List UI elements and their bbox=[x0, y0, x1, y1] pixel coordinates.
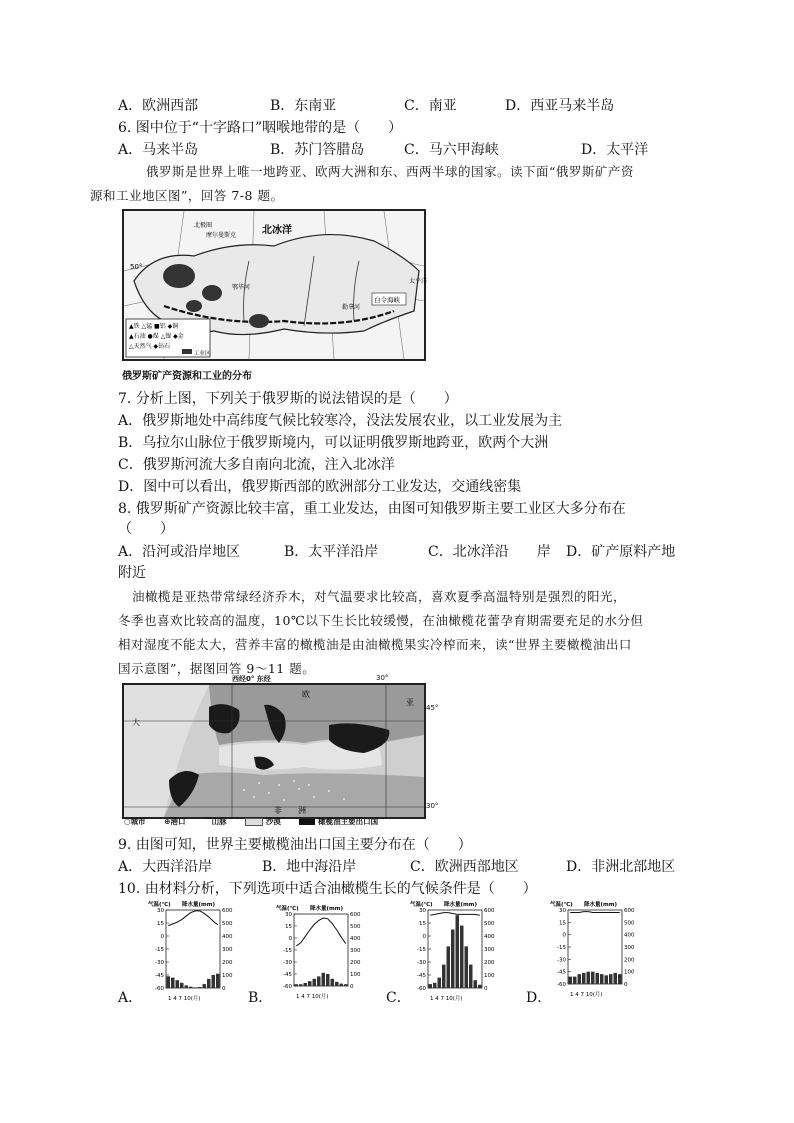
precip-axis-title: 降水量(mm) bbox=[182, 902, 215, 908]
olive-intro-line3: 相对湿度不能太大，营养丰富的橄榄油是由油橄榄果实冷榨而来，读“世界主要橄榄油出口 bbox=[118, 637, 632, 652]
precip-axis-title: 降水量(mm) bbox=[310, 906, 343, 912]
olive-lat45-label: 45° bbox=[426, 704, 439, 712]
q5-option-a: A．欧洲西部 bbox=[118, 98, 199, 114]
precip-tick-label: 600 bbox=[624, 908, 635, 914]
precip-bar bbox=[185, 985, 189, 988]
russia-legend-row1: ▲铁 △锰 ■铝 ◆铜 bbox=[129, 323, 179, 330]
q8-stem-bracket: （ ） bbox=[118, 521, 174, 537]
temp-tick-label: -45 bbox=[155, 973, 164, 979]
month-tick-label: 1 4 7 10(月) bbox=[570, 992, 603, 998]
q10-option-a: A． bbox=[118, 990, 143, 1006]
olive-intro-line4: 国示意图”，据图回答 9～11 题。 bbox=[118, 661, 316, 676]
precip-bar bbox=[216, 974, 220, 988]
precip-tick-label: 300 bbox=[222, 947, 233, 953]
temp-tick-label: -60 bbox=[283, 984, 292, 990]
legend-mountain: ⌒山脉 bbox=[204, 817, 227, 826]
precip-tick-label: 200 bbox=[484, 960, 495, 966]
temp-tick-label: 0 bbox=[562, 932, 566, 939]
olive-map-wrapper bbox=[122, 674, 442, 824]
chart-frame bbox=[294, 914, 348, 986]
precip-bar bbox=[433, 983, 437, 988]
precip-tick-label: 0 bbox=[484, 986, 488, 992]
legend-desert: 沙漠 bbox=[265, 817, 281, 826]
olive-lon30-label: 30° bbox=[376, 674, 389, 682]
precip-bar bbox=[322, 973, 326, 986]
precip-bar bbox=[478, 985, 482, 988]
precip-bar bbox=[456, 915, 460, 988]
precip-bar bbox=[451, 930, 455, 989]
precip-bar bbox=[587, 972, 591, 984]
precip-bar bbox=[614, 973, 618, 984]
precip-bar bbox=[308, 981, 312, 986]
temp-axis-title: 气温(℃) bbox=[276, 906, 299, 912]
precip-bar bbox=[600, 974, 604, 984]
q5-option-c: C．南亚 bbox=[404, 98, 457, 114]
olive-intro bbox=[118, 585, 688, 681]
precip-bar bbox=[582, 973, 586, 984]
q7-option-d: D．图中可以看出，俄罗斯西部的欧洲部分工业发达，交通线密集 bbox=[118, 479, 522, 495]
olive-top-label: 西经0° 东经 bbox=[232, 675, 271, 683]
q10-option-d: D． bbox=[526, 990, 552, 1006]
climate-chart-d bbox=[548, 898, 644, 998]
temp-tick-label: 30 bbox=[559, 908, 566, 914]
q9-stem: 9. 由图可知，世界主要橄榄油出口国主要分布在（ ） bbox=[118, 837, 472, 853]
precip-tick-label: 400 bbox=[624, 932, 635, 939]
precip-tick-label: 500 bbox=[222, 921, 233, 927]
temp-tick-label: -30 bbox=[557, 957, 566, 964]
olive-atlantic-label: 大 bbox=[132, 718, 140, 727]
temp-tick-label: -15 bbox=[417, 947, 426, 953]
precip-bar bbox=[189, 987, 193, 988]
q9-option-a: A．大西洋沿岸 bbox=[118, 859, 213, 875]
climate-chart-b bbox=[274, 902, 370, 1000]
q9-option-c: C．欧洲西部地区 bbox=[410, 859, 519, 875]
precip-tick-label: 500 bbox=[350, 924, 361, 930]
q10-stem: 10. 由材料分析，下列选项中适合油橄榄生长的气候条件是（ ） bbox=[118, 881, 537, 897]
climate-chart-c bbox=[408, 898, 504, 1002]
olive-map bbox=[122, 683, 426, 819]
temp-line bbox=[168, 911, 218, 926]
temp-tick-label: -30 bbox=[417, 960, 426, 966]
q8-option-a: A．沿河或沿岸地区 bbox=[118, 544, 241, 560]
precip-bar bbox=[203, 984, 207, 988]
temp-tick-label: -60 bbox=[417, 986, 426, 992]
temp-axis-title: 气温(℃) bbox=[410, 902, 433, 908]
precip-tick-label: 300 bbox=[624, 945, 635, 951]
lena-label: 勒拿河 bbox=[342, 304, 361, 311]
precip-bar bbox=[578, 974, 582, 984]
temp-line bbox=[430, 913, 480, 916]
precip-bar bbox=[609, 974, 613, 984]
q10-option-c: C． bbox=[386, 990, 411, 1006]
precip-bar bbox=[460, 926, 464, 988]
murmansk-label: 摩尔曼斯克 bbox=[206, 232, 237, 239]
temp-line bbox=[570, 912, 620, 913]
temp-tick-label: 15 bbox=[157, 921, 164, 927]
q5-option-b: B．东南亚 bbox=[270, 98, 337, 114]
temp-tick-label: -60 bbox=[557, 982, 566, 988]
precip-tick-label: 200 bbox=[222, 960, 233, 966]
precip-bar bbox=[573, 977, 577, 984]
precip-bar bbox=[447, 946, 451, 988]
lat-50-label: 50° bbox=[130, 263, 143, 271]
olive-legend bbox=[124, 816, 378, 827]
precip-bar bbox=[474, 980, 478, 988]
temp-tick-label: 30 bbox=[157, 908, 164, 914]
precip-tick-label: 300 bbox=[484, 947, 495, 953]
olive-map-graphic bbox=[124, 685, 424, 817]
legend-city: ○城市 bbox=[124, 817, 146, 826]
olive-lat30-label: 30° bbox=[426, 802, 439, 810]
olive-intro-line2: 冬季也喜欢比较高的温度，10℃以下生长比较缓慢，在油橄榄花蕾孕育期需要充足的水分但 bbox=[118, 613, 644, 628]
russia-legend-row2: ▲石油 ●煤 △镍 ◆金 bbox=[129, 333, 184, 340]
legend-desert-swatch bbox=[245, 818, 263, 826]
precip-bar bbox=[295, 984, 299, 986]
precip-bar bbox=[176, 980, 180, 988]
temp-tick-label: 30 bbox=[419, 908, 426, 914]
temp-tick-label: -45 bbox=[557, 969, 566, 976]
precip-tick-label: 200 bbox=[350, 960, 361, 966]
precip-bar bbox=[167, 976, 171, 988]
arctic-label: 北冰洋 bbox=[262, 225, 292, 236]
q7-option-c: C．俄罗斯河流大多自南向北流，注入北冰洋 bbox=[118, 457, 395, 473]
precip-tick-label: 0 bbox=[624, 982, 628, 988]
russia-intro-line1: 俄罗斯是世界上唯一地跨亚、欧两大洲和东、西两半球的国家。读下面“俄罗斯矿产资 bbox=[146, 164, 634, 179]
temp-tick-label: -45 bbox=[417, 973, 426, 979]
q9-option-d: D．非洲北部地区 bbox=[566, 859, 676, 875]
temp-tick-label: 0 bbox=[288, 936, 292, 942]
q8-option-c: C．北冰洋沿 岸 bbox=[428, 544, 551, 560]
precip-bar bbox=[317, 976, 321, 986]
precip-tick-label: 400 bbox=[222, 934, 233, 940]
olive-africa-label: 非 洲 bbox=[274, 806, 306, 815]
precip-bar bbox=[331, 979, 335, 986]
temp-tick-label: 30 bbox=[285, 912, 292, 918]
precip-bar bbox=[171, 978, 175, 988]
precip-bar bbox=[326, 974, 330, 986]
precip-bar bbox=[429, 984, 433, 988]
month-tick-label: 1 4 7 10(月) bbox=[430, 996, 463, 1002]
temp-tick-label: -30 bbox=[283, 960, 292, 966]
arctic-circle-label: 北极圈 bbox=[194, 222, 213, 229]
temp-line bbox=[296, 918, 346, 946]
precip-tick-label: 100 bbox=[484, 973, 495, 979]
temp-tick-label: 0 bbox=[422, 934, 426, 940]
precip-bar bbox=[212, 975, 216, 988]
precip-tick-label: 0 bbox=[350, 984, 354, 990]
q6-option-c: C．马六甲海峡 bbox=[404, 142, 499, 158]
bering-label: 白令海峡 bbox=[374, 296, 400, 304]
russia-intro-line2: 源和工业地区图”，回答 7-8 题。 bbox=[90, 188, 284, 203]
q8-option-d-cont: 附近 bbox=[118, 565, 146, 581]
precip-bar bbox=[194, 987, 198, 988]
precip-axis-title: 降水量(mm) bbox=[584, 902, 617, 908]
precip-bar bbox=[340, 984, 344, 986]
precip-bar bbox=[335, 982, 339, 986]
precip-bar bbox=[442, 965, 446, 988]
pacific-label: 太平洋 bbox=[409, 278, 428, 285]
q6-option-b: B．苏门答腊岛 bbox=[270, 142, 365, 158]
ob-label: 鄂毕河 bbox=[232, 284, 251, 291]
precip-tick-label: 600 bbox=[484, 908, 495, 914]
russia-map-caption: 俄罗斯矿产资源和工业的分布 bbox=[122, 371, 252, 382]
climate-chart-a bbox=[146, 898, 242, 1002]
precip-tick-label: 400 bbox=[350, 936, 361, 942]
legend-port: ⊕港口 bbox=[164, 817, 186, 826]
precip-bar bbox=[344, 984, 348, 986]
q8-stem: 8. 俄罗斯矿产资源比较丰富，重工业发达，由图可知俄罗斯主要工业区大多分布在 bbox=[118, 501, 626, 517]
russia-map bbox=[122, 209, 426, 361]
precip-bar bbox=[469, 965, 473, 988]
precip-bar bbox=[465, 946, 469, 988]
precip-bar bbox=[618, 974, 622, 984]
precip-tick-label: 100 bbox=[350, 972, 361, 978]
precip-tick-label: 200 bbox=[624, 957, 635, 964]
temp-tick-label: 15 bbox=[285, 924, 292, 930]
q7-option-a: A．俄罗斯地处中高纬度气候比较寒冷，没法发展农业，以工业发展为主 bbox=[118, 413, 563, 429]
temp-tick-label: -15 bbox=[557, 945, 566, 951]
temp-tick-label: -45 bbox=[283, 972, 292, 978]
temp-axis-title: 气温(℃) bbox=[550, 902, 573, 908]
precip-tick-label: 500 bbox=[484, 921, 495, 927]
precip-bar bbox=[299, 984, 303, 986]
temp-axis-title: 气温(℃) bbox=[148, 902, 171, 908]
precip-tick-label: 600 bbox=[222, 908, 233, 914]
precip-tick-label: 100 bbox=[222, 973, 233, 979]
russia-map-graphic bbox=[124, 211, 428, 359]
precip-tick-label: 400 bbox=[484, 934, 495, 940]
russia-legend-row3: △天然气 ◆钻石 bbox=[129, 343, 171, 350]
temp-tick-label: -30 bbox=[155, 960, 164, 966]
q7-stem: 7. 分析上图，下列关于俄罗斯的说法错误的是（ ） bbox=[118, 391, 458, 407]
precip-tick-label: 500 bbox=[624, 920, 635, 927]
q10-option-b: B． bbox=[248, 990, 273, 1006]
precip-bar bbox=[569, 977, 573, 984]
precip-tick-label: 100 bbox=[624, 969, 635, 976]
precip-tick-label: 600 bbox=[350, 912, 361, 918]
temp-tick-label: 0 bbox=[160, 934, 164, 940]
precip-axis-title: 降水量(mm) bbox=[444, 902, 477, 908]
olive-intro-line1: 油橄榄是亚热带常绿经济乔木，对气温要求比较高，喜欢夏季高温特别是强烈的阳光， bbox=[132, 589, 627, 604]
temp-tick-label: 15 bbox=[419, 921, 426, 927]
precip-bar bbox=[313, 979, 317, 986]
q6-option-a: A．马来半岛 bbox=[118, 142, 199, 158]
russia-intro bbox=[90, 160, 688, 208]
temp-tick-label: -15 bbox=[283, 948, 292, 954]
q9-option-b: B．地中海沿岸 bbox=[262, 859, 357, 875]
legend-olive-exporter: 橄榄油主要出口国 bbox=[318, 817, 379, 826]
precip-bar bbox=[605, 975, 609, 984]
chart-frame bbox=[428, 910, 482, 988]
precip-tick-label: 300 bbox=[350, 948, 361, 954]
precip-bar bbox=[438, 978, 442, 988]
russia-legend-industry: 工业区 bbox=[194, 351, 211, 357]
precip-bar bbox=[180, 983, 184, 988]
precip-bar bbox=[591, 972, 595, 984]
month-tick-label: 1 4 7 10(月) bbox=[168, 996, 201, 1002]
q6-option-d: D．太平洋 bbox=[581, 142, 649, 158]
olive-europe-label: 欧 bbox=[302, 690, 310, 699]
month-tick-label: 1 4 7 10(月) bbox=[296, 994, 329, 1000]
temp-tick-label: -15 bbox=[155, 947, 164, 953]
temp-tick-label: -60 bbox=[155, 986, 164, 992]
precip-tick-label: 0 bbox=[222, 986, 226, 992]
q5-option-d: D．西亚马来半岛 bbox=[505, 98, 615, 114]
precip-bar bbox=[304, 983, 308, 986]
precip-bar bbox=[207, 979, 211, 988]
q6-stem: 6. 图中位于“十字路口”咽喉地带的是（ ） bbox=[118, 120, 403, 136]
temp-tick-label: 15 bbox=[559, 920, 566, 927]
olive-asia-label: 亚 bbox=[406, 698, 414, 707]
legend-olive-swatch bbox=[299, 819, 315, 825]
precip-bar bbox=[596, 973, 600, 984]
q7-option-b: B．乌拉尔山脉位于俄罗斯境内，可以证明俄罗斯地跨亚，欧两个大洲 bbox=[118, 435, 549, 451]
precip-bar bbox=[198, 987, 202, 988]
q8-option-b: B．太平洋沿岸 bbox=[284, 544, 379, 560]
q8-option-d: D．矿产原料产地 bbox=[566, 544, 676, 560]
